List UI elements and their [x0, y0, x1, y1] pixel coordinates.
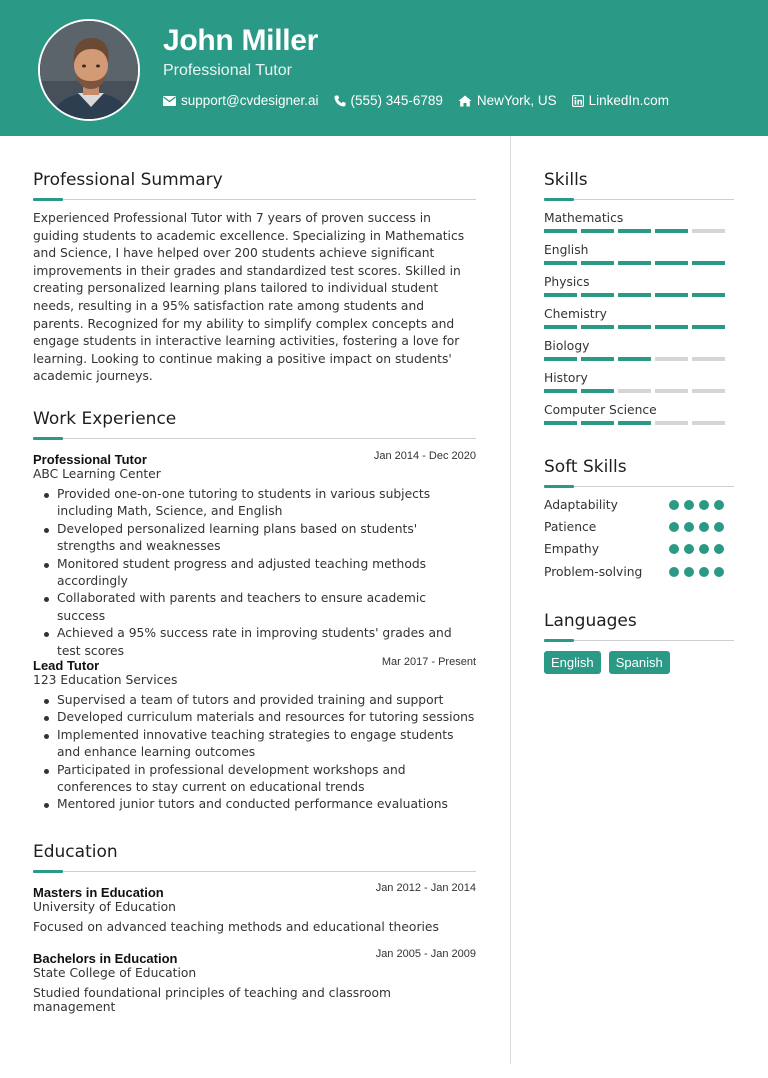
- school-name: University of Education: [33, 900, 176, 914]
- degree-title: Masters in Education: [33, 885, 164, 900]
- experience-heading: Work Experience: [33, 409, 177, 429]
- soft-skill-name: Adaptability: [544, 498, 618, 512]
- skill-name: English: [544, 243, 589, 257]
- rating-dot: [714, 522, 724, 532]
- soft-skill-name: Empathy: [544, 542, 599, 556]
- contact-bar: [163, 93, 684, 108]
- education-desc: Studied foundational principles of teaching and classroom management: [33, 986, 392, 1014]
- school-name: State College of Education: [33, 966, 197, 980]
- skill-level-segment: [692, 229, 725, 233]
- contact-linkedin[interactable]: [572, 93, 669, 108]
- skill-item: [544, 275, 734, 297]
- skill-level-segment: [655, 293, 688, 297]
- job-bullets: [33, 486, 476, 660]
- experience-rule: [33, 438, 476, 439]
- rating-dot: [684, 522, 694, 532]
- soft-skill-name: Problem-solving: [544, 565, 643, 579]
- skill-level-segment: [618, 261, 651, 265]
- header-banner: [0, 0, 768, 136]
- list-item: Collaborated with parents and teachers to ensure academic success: [33, 590, 476, 625]
- list-item: Participated in professional development workshops and conferences to stay current on educational trends: [33, 762, 476, 797]
- job-org: ABC Learning Center: [33, 467, 161, 481]
- list-item: Developed curriculum materials and resources for tutoring sessions: [33, 709, 476, 726]
- education-accent: [33, 870, 63, 873]
- list-item: Achieved a 95% success rate in improving students' grades and test scores: [33, 625, 476, 660]
- job-title: Professional Tutor: [33, 452, 147, 467]
- skill-level-segment: [544, 293, 577, 297]
- skill-level-segment: [692, 325, 725, 329]
- contact-location-text: NewYork, US: [476, 93, 557, 108]
- skills-accent: [544, 198, 574, 201]
- skill-level-segment: [655, 261, 688, 265]
- skill-level-bar: [544, 325, 734, 329]
- skill-level-segment: [544, 229, 577, 233]
- contact-email-text: support@cvdesigner.ai: [181, 93, 319, 108]
- skill-level-segment: [692, 421, 725, 425]
- rating-dot: [714, 567, 724, 577]
- skill-level-segment: [581, 421, 614, 425]
- skill-level-segment: [581, 293, 614, 297]
- rating-dot: [714, 544, 724, 554]
- soft-skill-name: Patience: [544, 520, 597, 534]
- skill-level-segment: [618, 389, 651, 393]
- rating-dot: [684, 567, 694, 577]
- rating-dot: [684, 500, 694, 510]
- skill-item: [544, 307, 734, 329]
- skill-item: [544, 403, 734, 425]
- skill-level-bar: [544, 357, 734, 361]
- summary-rule: [33, 199, 476, 200]
- contact-phone-text: (555) 345-6789: [350, 93, 443, 108]
- skill-item: [544, 243, 734, 265]
- skills-heading: Skills: [544, 170, 588, 190]
- skill-item: [544, 371, 734, 393]
- soft-skill-item: [544, 498, 734, 518]
- soft-skill-item: [544, 565, 734, 585]
- skill-name: Chemistry: [544, 307, 607, 321]
- list-item: Monitored student progress and adjusted teaching methods accordingly: [33, 556, 476, 591]
- summary-accent: [33, 198, 63, 201]
- contact-location[interactable]: [458, 93, 557, 108]
- linkedin-icon: [572, 95, 584, 107]
- rating-dot: [699, 522, 709, 532]
- skill-level-segment: [544, 325, 577, 329]
- languages-accent: [544, 639, 574, 642]
- education-entry: [33, 882, 476, 934]
- job-bullets: [33, 692, 476, 814]
- rating-dot: [699, 500, 709, 510]
- list-item: Implemented innovative teaching strategies to engage students and enhance learning outcomes: [33, 727, 476, 762]
- column-divider: [510, 136, 511, 1064]
- experience-accent: [33, 437, 63, 440]
- skill-level-segment: [581, 389, 614, 393]
- education-desc: Focused on advanced teaching methods and educational theories: [33, 920, 439, 934]
- skill-level-segment: [581, 325, 614, 329]
- education-date: Jan 2005 - Jan 2009: [375, 948, 476, 960]
- languages-list: [544, 651, 673, 674]
- skill-level-segment: [692, 293, 725, 297]
- job-date: Mar 2017 - Present: [381, 656, 476, 668]
- job-date: Jan 2014 - Dec 2020: [373, 450, 476, 462]
- summary-text: Experienced Professional Tutor with 7 years of proven success in guiding students to academic excellence. Specializing in Mathematics and Science, I have helped over 200 students achieve significant improvements in their grades and standardized test scores. Skilled in creating personalized learning plans tailored to individual student needs, resulting in a 95% satisfaction rate among students and parents. Recognized for my ability to simplify complex concepts and engage students in interactive learning activities, fostering a love for learning. Looking to continue making a positive impact on students' academic journeys.: [33, 211, 465, 384]
- skill-name: Mathematics: [544, 211, 624, 225]
- job-title: Lead Tutor: [33, 658, 100, 673]
- list-item: Developed personalized learning plans based on students' strengths and weaknesses: [33, 521, 476, 556]
- skill-level-segment: [618, 357, 651, 361]
- skill-item: [544, 211, 734, 233]
- skill-level-segment: [544, 389, 577, 393]
- language-badge: Spanish: [609, 651, 670, 674]
- skill-level-segment: [544, 357, 577, 361]
- education-rule: [33, 871, 476, 872]
- skill-level-segment: [655, 357, 688, 361]
- profile-photo: [40, 21, 140, 121]
- home-icon: [458, 95, 472, 107]
- skill-level-segment: [544, 421, 577, 425]
- skill-name: Physics: [544, 275, 590, 289]
- candidate-title: Professional Tutor: [163, 62, 292, 79]
- list-item: Supervised a team of tutors and provided training and support: [33, 692, 476, 709]
- skill-level-bar: [544, 389, 734, 393]
- education-heading: Education: [33, 842, 118, 862]
- skill-name: History: [544, 371, 588, 385]
- skill-level-segment: [581, 357, 614, 361]
- skill-name: Computer Science: [544, 403, 657, 417]
- skill-level-segment: [655, 421, 688, 425]
- soft-skills-heading: Soft Skills: [544, 457, 627, 477]
- contact-email[interactable]: [163, 93, 319, 108]
- phone-icon: [334, 95, 346, 107]
- candidate-name: John Miller: [163, 24, 319, 57]
- skill-level-bar: [544, 229, 734, 233]
- summary-heading: Professional Summary: [33, 170, 223, 190]
- list-item: Mentored junior tutors and conducted performance evaluations: [33, 796, 476, 813]
- skill-level-segment: [618, 421, 651, 425]
- envelope-icon: [163, 96, 176, 106]
- language-badge: English: [544, 651, 601, 674]
- rating-dot: [714, 500, 724, 510]
- job-entry: [33, 449, 476, 660]
- skill-level-segment: [581, 261, 614, 265]
- rating-dot: [669, 567, 679, 577]
- avatar: [38, 19, 140, 121]
- contact-phone[interactable]: [334, 93, 443, 108]
- rating-dot: [684, 544, 694, 554]
- skill-level-bar: [544, 293, 734, 297]
- skill-level-bar: [544, 421, 734, 425]
- degree-title: Bachelors in Education: [33, 951, 178, 966]
- skill-level-segment: [692, 261, 725, 265]
- skill-level-bar: [544, 261, 734, 265]
- skill-level-segment: [655, 389, 688, 393]
- rating-dot: [669, 500, 679, 510]
- contact-linkedin-text: LinkedIn.com: [588, 93, 669, 108]
- rating-dot: [699, 544, 709, 554]
- education-entry: [33, 948, 476, 1014]
- skill-item: [544, 339, 734, 361]
- rating-dot: [669, 522, 679, 532]
- list-item: Provided one-on-one tutoring to students in various subjects including Math, Science, and English: [33, 486, 476, 521]
- skill-level-segment: [581, 229, 614, 233]
- skill-level-segment: [618, 325, 651, 329]
- job-entry: [33, 655, 476, 814]
- job-org: 123 Education Services: [33, 673, 178, 687]
- soft-skill-item: [544, 520, 734, 540]
- skill-level-segment: [692, 357, 725, 361]
- rating-dot: [699, 567, 709, 577]
- languages-heading: Languages: [544, 611, 637, 631]
- skill-level-segment: [618, 293, 651, 297]
- skill-level-segment: [692, 389, 725, 393]
- skill-name: Biology: [544, 339, 590, 353]
- rating-dot: [669, 544, 679, 554]
- soft-skill-item: [544, 542, 734, 562]
- soft-skills-accent: [544, 485, 574, 488]
- skill-level-segment: [655, 229, 688, 233]
- skill-level-segment: [618, 229, 651, 233]
- skill-level-segment: [655, 325, 688, 329]
- skill-level-segment: [544, 261, 577, 265]
- education-date: Jan 2012 - Jan 2014: [375, 882, 476, 894]
